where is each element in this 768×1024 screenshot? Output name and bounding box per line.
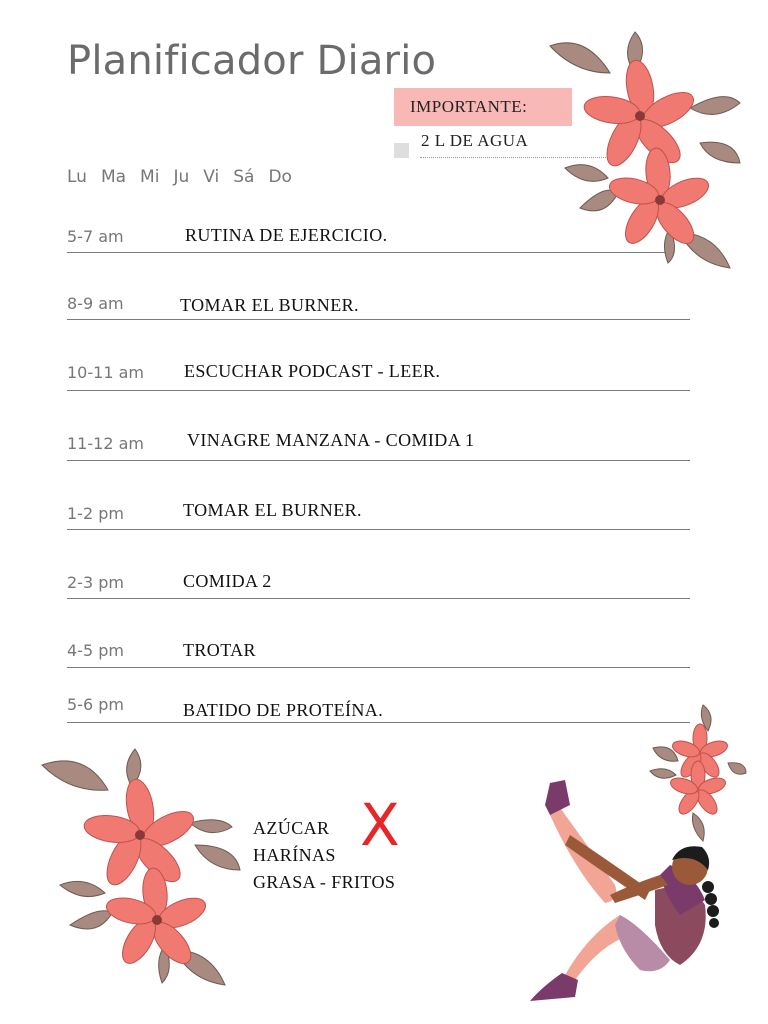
task-text: TROTAR	[183, 640, 256, 660]
day-lu[interactable]: Lu	[67, 167, 87, 187]
time-label: 10-11 am	[67, 363, 144, 382]
day-do[interactable]: Do	[268, 167, 292, 187]
task-text: RUTINA DE EJERCICIO.	[185, 225, 388, 245]
day-mi[interactable]: Mi	[140, 167, 160, 187]
schedule-row	[67, 290, 690, 320]
time-label: 8-9 am	[67, 294, 124, 313]
time-label: 4-5 pm	[67, 641, 124, 660]
task-text: VINAGRE MANZANA - COMIDA 1	[187, 430, 475, 450]
time-label: 5-7 am	[67, 227, 124, 246]
avoid-item: GRASA - FRITOS	[253, 872, 396, 892]
weekday-selector	[67, 167, 306, 187]
time-label: 2-3 pm	[67, 573, 124, 592]
task-text: TOMAR EL BURNER.	[183, 500, 362, 520]
schedule-row	[67, 497, 690, 530]
schedule-row	[67, 568, 690, 599]
avoid-item: AZÚCAR	[253, 818, 330, 838]
flower-cluster-icon	[540, 28, 750, 273]
x-mark-icon: X	[360, 791, 400, 859]
day-ju[interactable]: Ju	[173, 167, 190, 187]
day-vi[interactable]: Vi	[203, 167, 220, 187]
flower-cluster-icon	[40, 745, 245, 990]
schedule-row	[67, 692, 690, 723]
day-sa[interactable]: Sá	[233, 167, 255, 187]
task-text: COMIDA 2	[183, 571, 272, 591]
time-label: 1-2 pm	[67, 504, 124, 523]
time-label: 5-6 pm	[67, 695, 124, 714]
day-ma[interactable]: Ma	[100, 167, 127, 187]
page-title: Planificador Diario	[67, 38, 437, 84]
task-text: TOMAR EL BURNER.	[180, 295, 359, 315]
schedule-row	[67, 358, 690, 391]
avoid-item: HARÍNAS	[253, 845, 336, 865]
task-text: ESCUCHAR PODCAST - LEER.	[184, 361, 441, 381]
checkbox-water[interactable]	[394, 143, 409, 158]
time-label: 11-12 am	[67, 434, 144, 453]
exercising-woman-illustration	[520, 775, 735, 1005]
schedule-row	[67, 428, 690, 461]
important-label: IMPORTANTE:	[410, 97, 528, 116]
schedule-row	[67, 637, 690, 668]
important-item: 2 L DE AGUA	[421, 131, 529, 150]
task-text: BATIDO DE PROTEÍNA.	[183, 700, 384, 720]
